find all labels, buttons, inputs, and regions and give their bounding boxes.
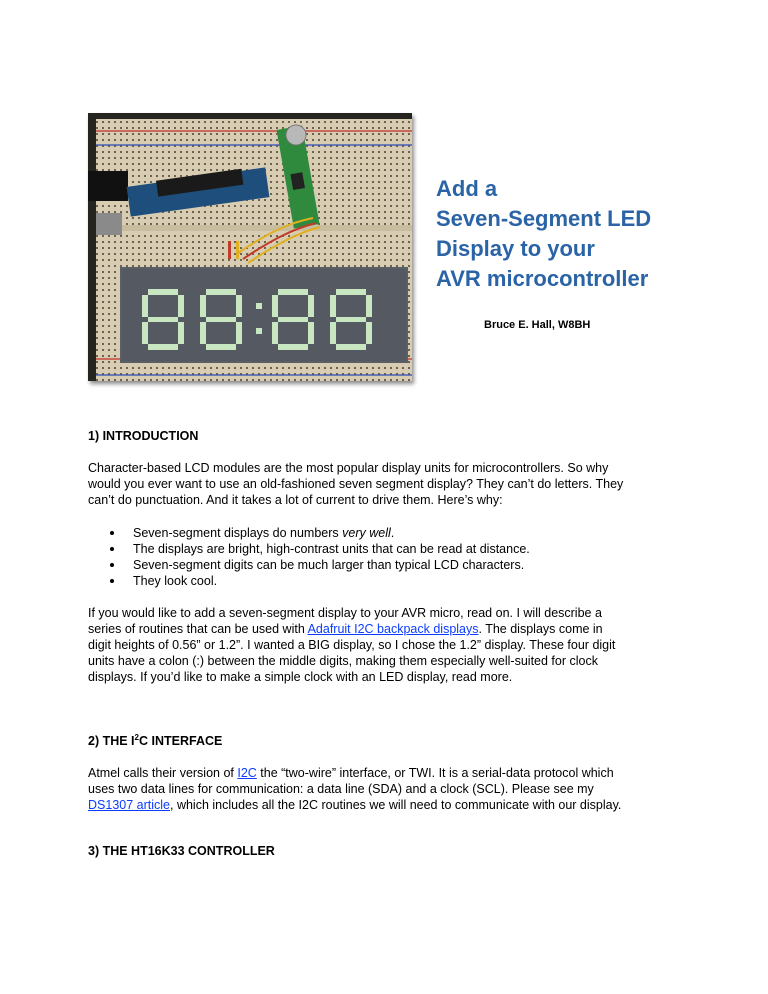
i2c-link[interactable]: I2C	[237, 766, 257, 780]
paragraph-line: series of routines that can be used with Adafruit I2C backpack displays. The displays come in	[88, 622, 603, 636]
paragraph-line: digit heights of 0.56” or 1.2”. I wanted a BIG display, so I chose the 1.2” display. These four digit	[88, 638, 616, 652]
paragraph-line: uses two data lines for communication: a data line (SDA) and a clock (SCL). Please see my	[88, 782, 594, 796]
ds1307-article-link[interactable]: DS1307 article	[88, 798, 170, 812]
paragraph-line: Character-based LCD modules are the most popular display units for microcontrollers. So why	[88, 461, 609, 475]
emphasis-text: very well	[342, 526, 391, 540]
title-line-2: Seven-Segment LED	[436, 206, 652, 231]
list-item: They look cool.	[110, 573, 530, 589]
title-line-1: Add a	[436, 176, 498, 201]
reasons-list	[110, 525, 530, 589]
adafruit-link[interactable]: Adafruit I2C backpack displays	[307, 622, 479, 636]
title-line-4: AVR microcontroller	[436, 266, 649, 291]
document-title	[436, 174, 651, 294]
paragraph-line: units have a colon (:) between the middle digits, making them especially well-suited for clock	[88, 654, 598, 668]
section-heading-i2c: 2) THE $I^2C$ INTERFACE	[88, 733, 223, 749]
paragraph-line: If you would like to add a seven-segment display to your AVR micro, read on. I will describe a	[88, 606, 602, 620]
paragraph-line: can’t do punctuation. And it takes a lot of current to drive them. Here’s why:	[88, 493, 503, 507]
section-heading-introduction: 1) INTRODUCTION	[88, 429, 199, 443]
list-item: Seven-segment digits can be much larger than typical LCD characters.	[110, 557, 530, 573]
paragraph-line: DS1307 article, which includes all the I2C routines we will need to communicate with our display.	[88, 798, 622, 812]
intro-paragraph	[88, 460, 688, 508]
list-item: The displays are bright, high-contrast units that can be read at distance.	[110, 541, 530, 557]
title-line-3: Display to your	[436, 236, 595, 261]
paragraph-line: Atmel calls their version of I2C the “two-wire” interface, or TWI. It is a serial-data protocol which	[88, 766, 614, 780]
section-heading-ht16k33: 3) THE HT16K33 CONTROLLER	[88, 844, 275, 858]
breadboard-photo	[88, 113, 412, 381]
intro-paragraph-2	[88, 605, 688, 685]
i2c-paragraph	[88, 765, 688, 813]
paragraph-line: would you ever want to use an old-fashioned seven segment display? They can’t do letters. They	[88, 477, 624, 491]
paragraph-line: displays. If you’d like to make a simple clock with an LED display, read more.	[88, 670, 513, 684]
list-item: Seven-segment displays do numbers very well.	[110, 525, 530, 541]
author-name: Bruce E. Hall, W8BH	[484, 319, 591, 331]
